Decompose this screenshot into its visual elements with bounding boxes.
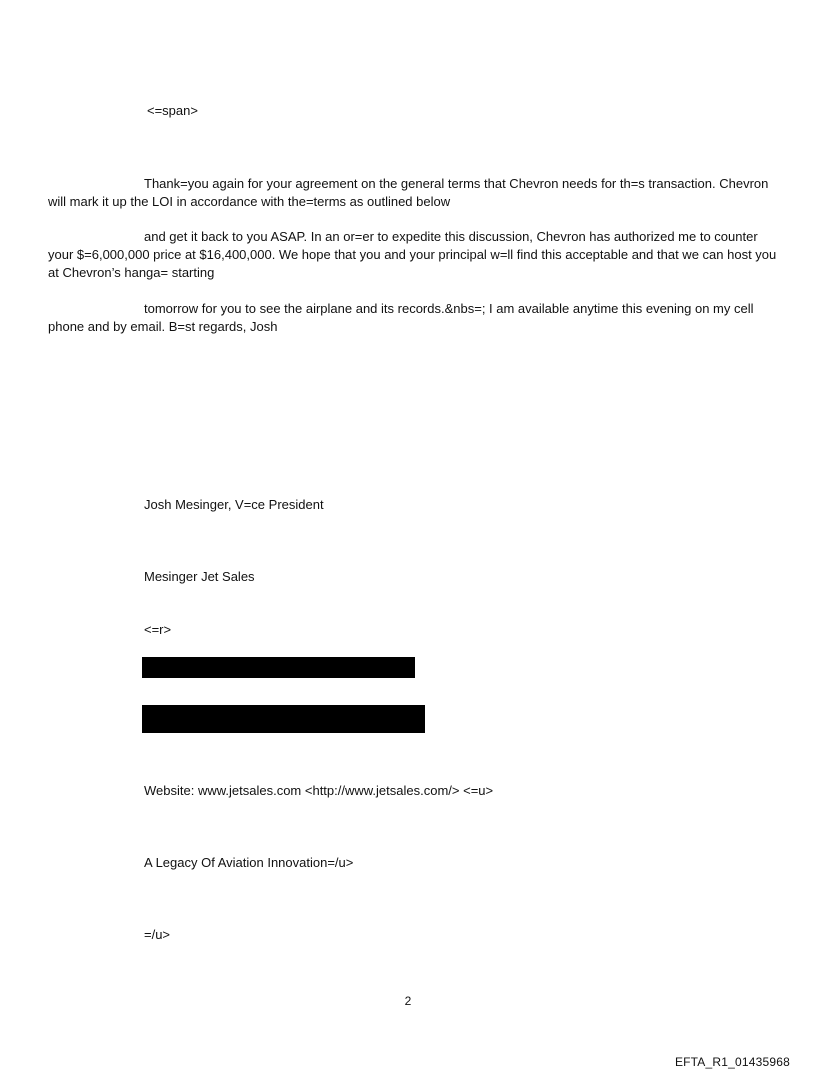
paragraph-2-text: and get it back to you ASAP. In an or=er to expedite this discussion, Chevron has authorized me to counter your $=6,000,000 price at $16,400,000. We hope that you and your principal w=ll find this acceptable and that we can host you at Chevron’s hanga= starting: [48, 229, 777, 280]
closing-tag-text: =/u>: [144, 927, 171, 942]
span-tag-text: <=span>: [147, 103, 198, 118]
redaction-bar: [142, 657, 415, 678]
body-paragraph-2: [48, 228, 778, 282]
document-id: EFTA_R1_01435968: [674, 1055, 790, 1069]
body-paragraph-3: [48, 300, 778, 336]
paragraph-3-text: tomorrow for you to see the airplane and its records.&nbs=; I am available anytime this evening on my cell phone and by email. B=st regards, Josh: [48, 301, 754, 334]
signature-tagline: A Legacy Of Aviation Innovation=/u>: [144, 855, 354, 870]
signature-company: Mesinger Jet Sales: [144, 569, 255, 584]
page-number: 2: [404, 994, 412, 1008]
body-paragraph-1: [48, 175, 778, 211]
signature-name-title: Josh Mesinger, V=ce President: [144, 497, 324, 512]
paragraph-1-text: Thank=you again for your agreement on the general terms that Chevron needs for th=s transaction. Chevron will mark it up the LOI in accordance with the=terms as outlined below: [48, 176, 769, 209]
br-tag-text: <=r>: [144, 622, 172, 637]
redaction-bar: [142, 705, 425, 733]
signature-website: Website: www.jetsales.com <http://www.jetsales.com/> <=u>: [144, 783, 494, 798]
